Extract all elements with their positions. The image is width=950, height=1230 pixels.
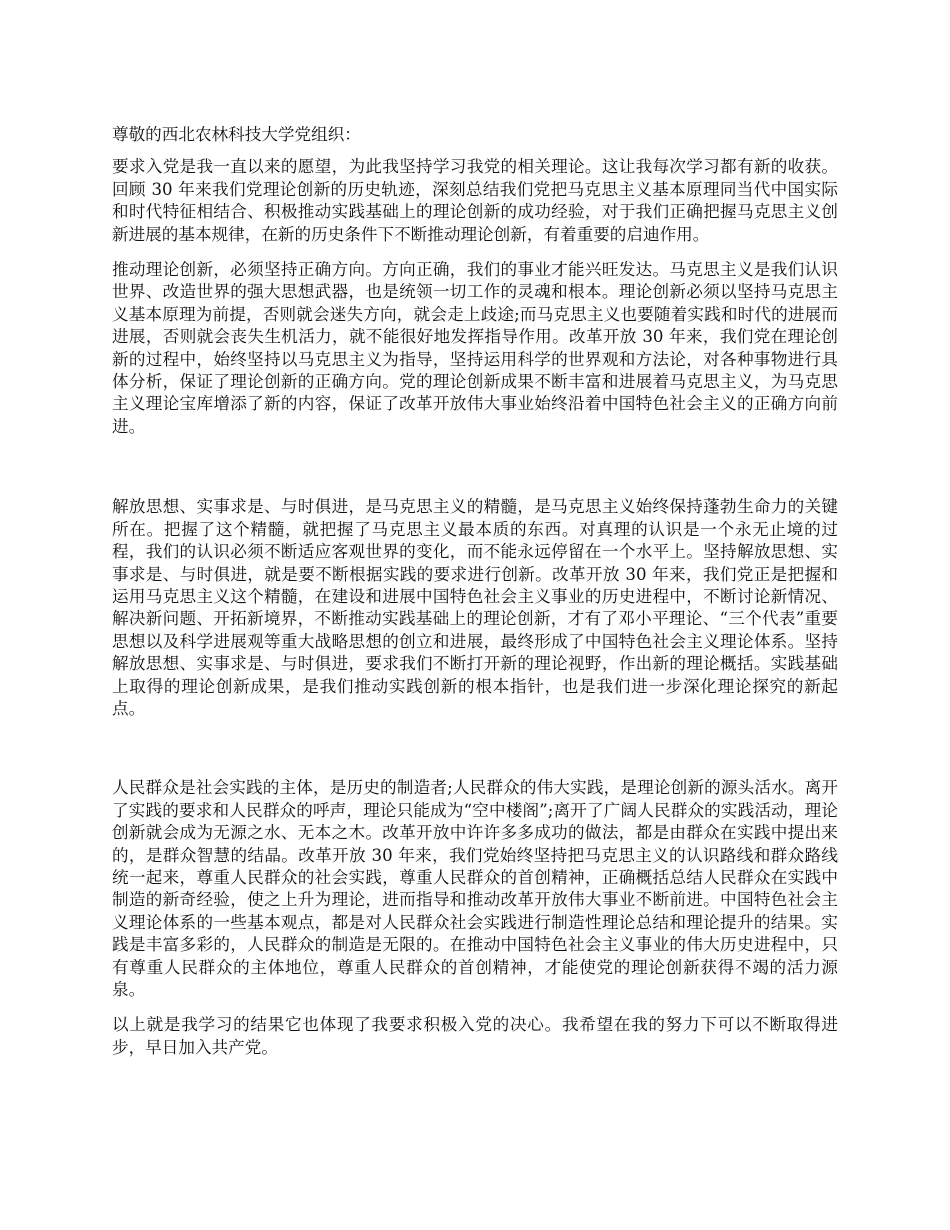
- salutation: 尊敬的西北农林科技大学党组织：: [112, 125, 361, 144]
- paragraph-emancipation: 解放思想、实事求是、与时俱进，是马克思主义的精髓，是马克思主义始终保持蓬勃生命力的关键所在。把握了这个精髓，就把握了马克思主义最本质的东西。对真理的认识是一个永无止境的过程，我们的认识必须不断适应客观世界的变化，而不能永远停留在一个水平上。坚持解放思想、实事求是、与时俱进，就是要不断根据实践的要求进行创新。改革开放 30 年来，我们党正是把握和运用马克思主义这个精髓，在建设和进展中国特色社会主义事业的历史进程中，不断讨论新情况、解决新问题、开拓新境界，不断推动实践基础上的理论创新，才有了邓小平理论、“三个代表”重要思想以及科学进展观等重大战略思想的创立和进展，最终形成了中国特色社会主义理论体系。坚持解放思想、实事求是、与时俱进，要求我们不断打开新的理论视野，作出新的理论概括。实践基础上取得的理论创新成果，是我们推动实践创新的根本指针，也是我们进一步深化理论探究的新起点。: [112, 497, 838, 718]
- paragraph-direction: 推动理论创新，必须坚持正确方向。方向正确，我们的事业才能兴旺发达。马克思主义是我们认识世界、改造世界的强大思想武器，也是统领一切工作的灵魂和根本。理论创新必须以坚持马克思主义基本原理为前提，否则就会迷失方向，就会走上歧途;而马克思主义也要随着实践和时代的进展而进展，否则就会丧失生机活力，就不能很好地发挥指导作用。改革开放 30 年来，我们党在理论创新的过程中，始终坚持以马克思主义为指导，坚持运用科学的世界观和方法论，对各种事物进行具体分析，保证了理论创新的正确方向。党的理论创新成果不断丰富和进展着马克思主义，为马克思主义理论宝库增添了新的内容，保证了改革开放伟大事业始终沿着中国特色社会主义的正确方向前进。: [112, 260, 838, 436]
- paragraph-conclusion: 以上就是我学习的结果它也体现了我要求积极入党的决心。我希望在我的努力下可以不断取得进步，早日加入共产党。: [112, 1015, 838, 1057]
- letter-body: [112, 124, 838, 1059]
- paragraph-intro: 要求入党是我一直以来的愿望，为此我坚持学习我党的相关理论。这让我每次学习都有新的收获。回顾 30 年来我们党理论创新的历史轨迹，深刻总结我们党把马克思主义基本原理同当代中国实际和时代特征相结合、积极推动实践基础上的理论创新的成功经验，对于我们正确把握马克思主义创新进展的基本规律，在新的历史条件下不断推动理论创新，有着重要的启迪作用。: [112, 157, 838, 244]
- paragraph-people: 人民群众是社会实践的主体，是历史的制造者;人民群众的伟大实践，是理论创新的源头活水。离开了实践的要求和人民群众的呼声，理论只能成为“空中楼阁”;离开了广阔人民群众的实践活动，理论创新就会成为无源之水、无本之木。改革开放中许许多多成功的做法，都是由群众在实践中提出来的，是群众智慧的结晶。改革开放 30 年来，我们党始终坚持把马克思主义的认识路线和群众路线统一起来，尊重人民群众的社会实践，尊重人民群众的首创精神，正确概括总结人民群众在实践中制造的新奇经验，使之上升为理论，进而指导和推动改革开放伟大事业不断前进。中国特色社会主义理论体系的一些基本观点，都是对人民群众社会实践进行制造性理论总结和理论提升的结果。实践是丰富多彩的，人民群众的制造是无限的。在推动中国特色社会主义事业的伟大历史进程中，只有尊重人民群众的主体地位，尊重人民群众的首创精神，才能使党的理论创新获得不竭的活力源泉。: [112, 778, 838, 999]
